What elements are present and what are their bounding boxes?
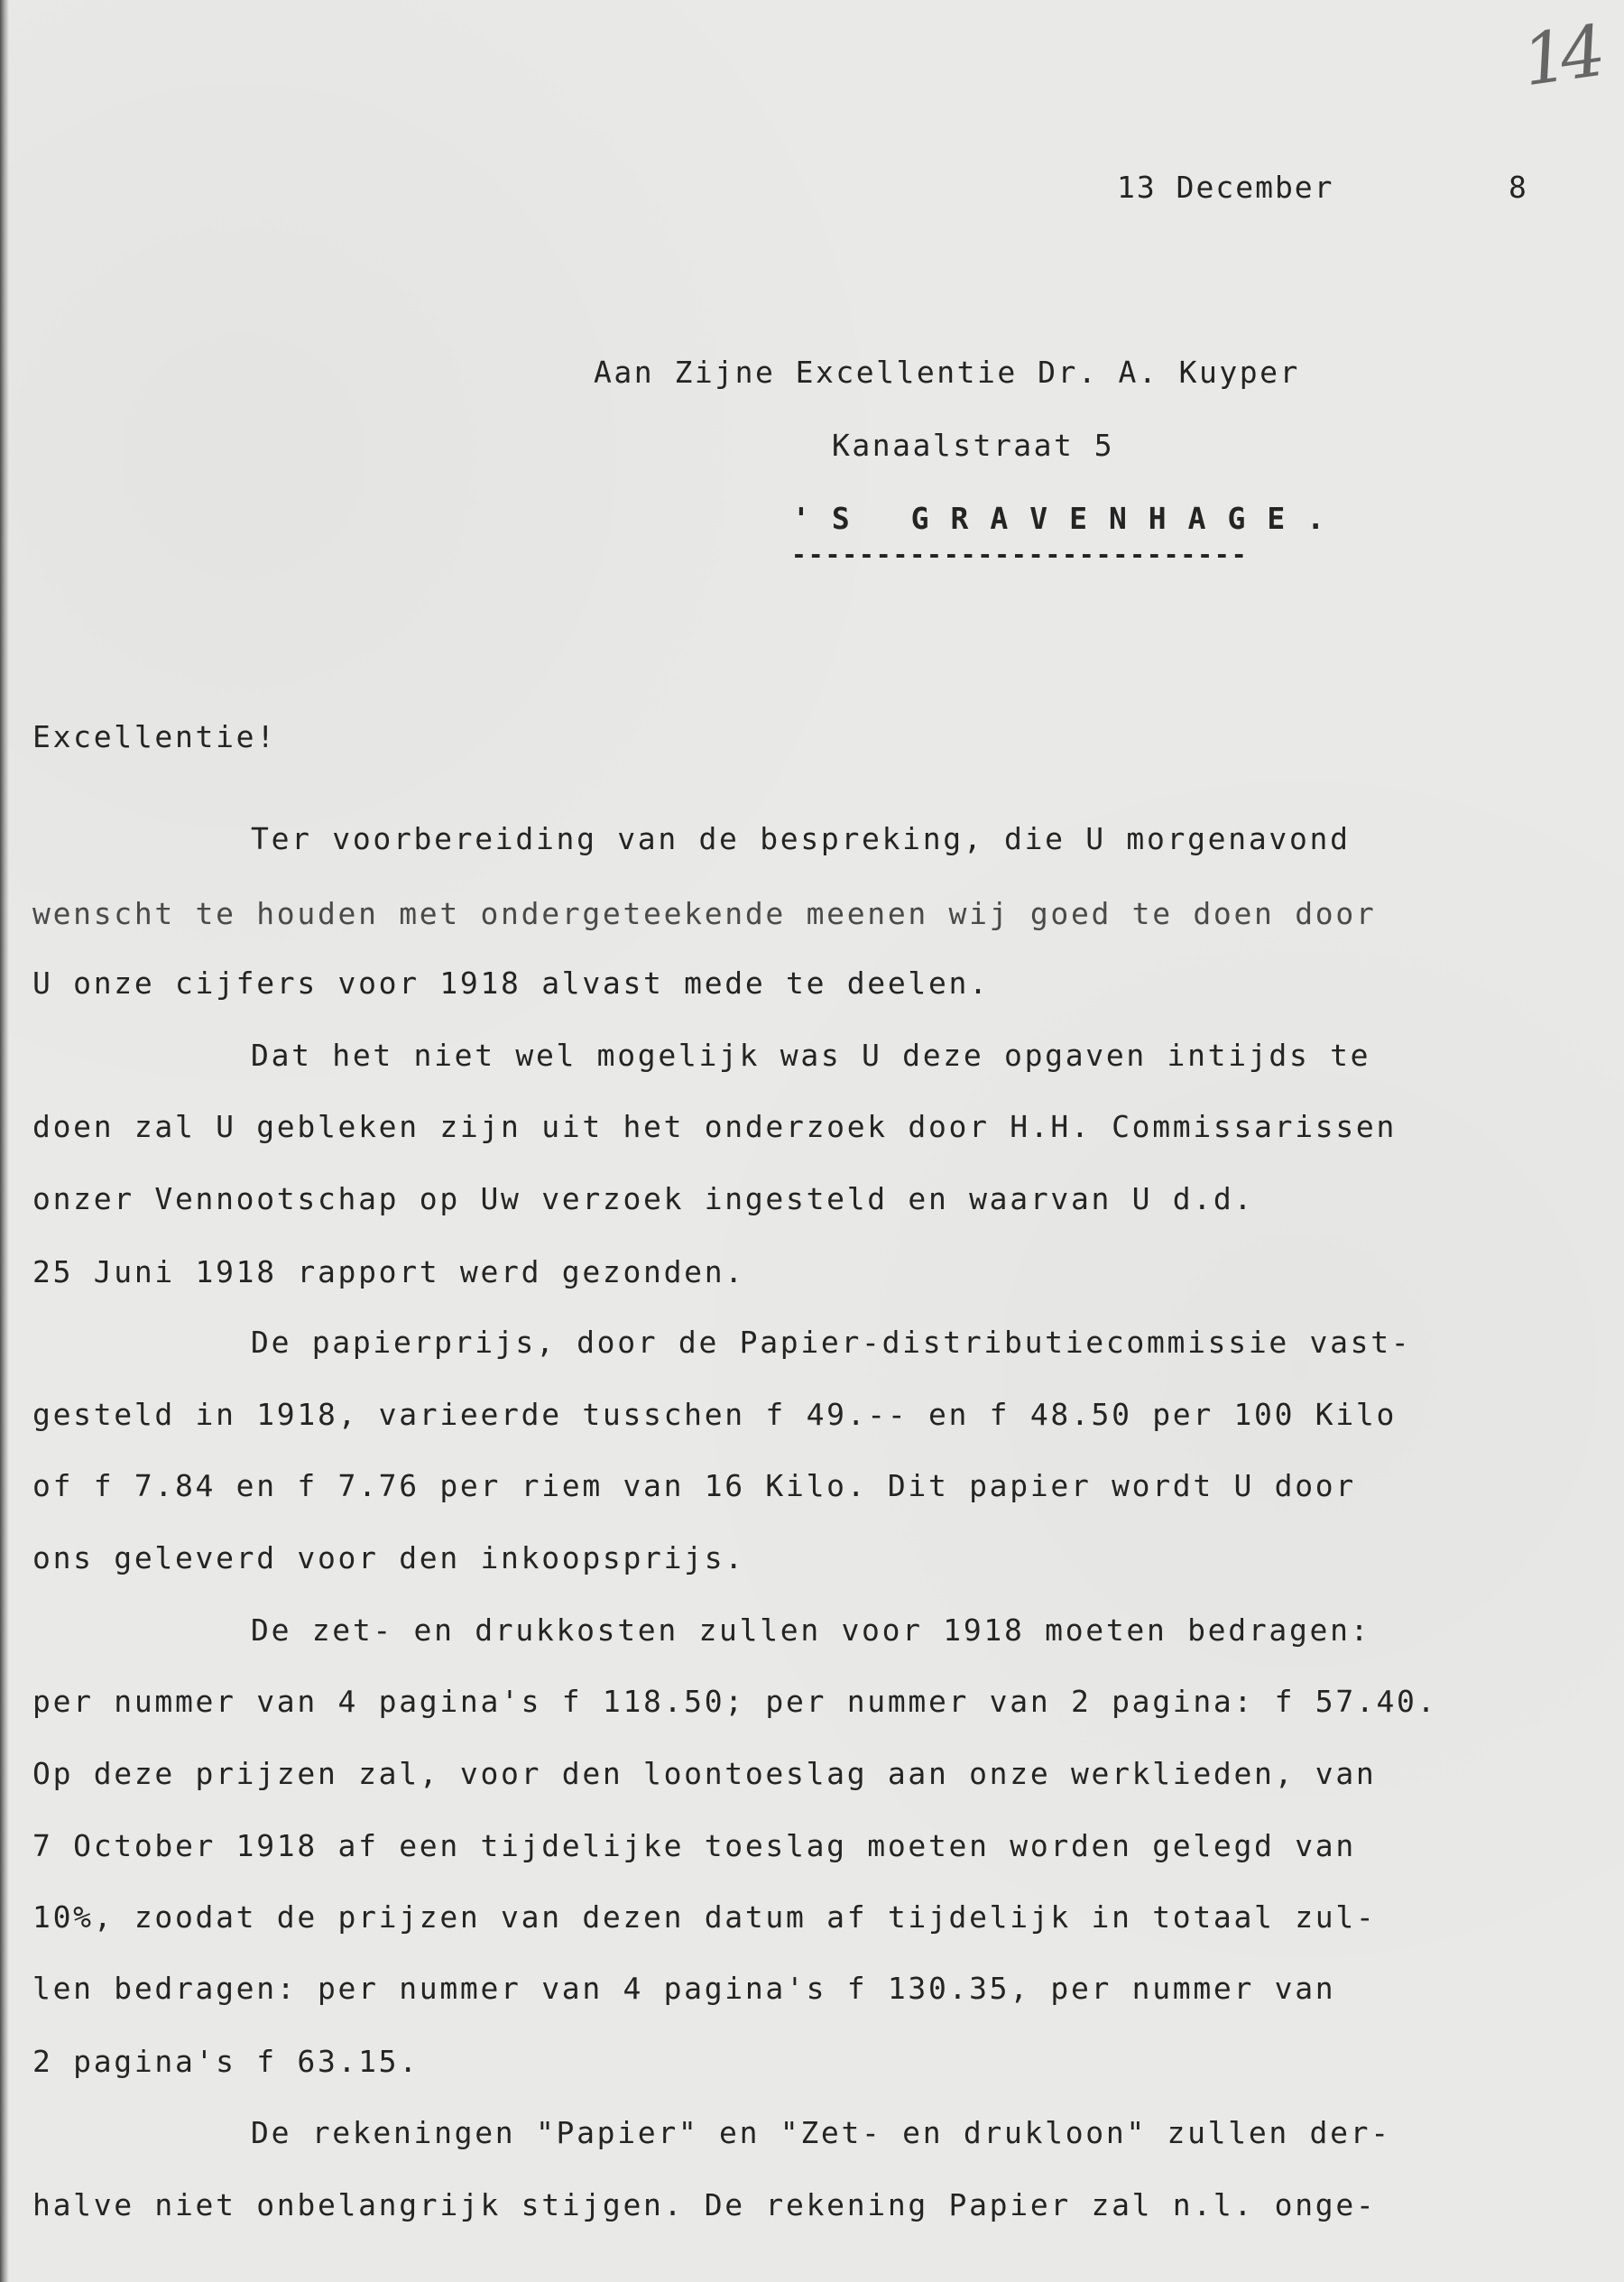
- body-line: halve niet onbelangrijk stijgen. De rekening Papier zal n.l. onge-: [32, 2187, 1377, 2222]
- body-line: Op deze prijzen zal, voor den loontoeslag aan onze werklieden, van: [32, 1756, 1377, 1791]
- body-line: ons geleverd voor den inkoopsprijs.: [32, 1540, 745, 1575]
- body-line: onzer Vennootschap op Uw verzoek ingesteld en waarvan U d.d.: [32, 1181, 1255, 1216]
- body-line: De papierprijs, door de Papier-distributiecommissie vast-: [251, 1325, 1412, 1360]
- body-line: Ter voorbereiding van de bespreking, die U morgenavond: [251, 821, 1351, 856]
- body-line: doen zal U gebleken zijn uit het onderzoek door H.H. Commissarissen: [32, 1109, 1398, 1144]
- body-line: U onze cijfers voor 1918 alvast mede te deelen.: [32, 965, 990, 1001]
- body-line: len bedragen: per nummer van 4 pagina's f 130.35, per nummer van: [32, 1971, 1336, 2006]
- body-line: per nummer van 4 pagina's f 118.50; per nummer van 2 pagina: f 57.40.: [32, 1684, 1438, 1719]
- salutation: Excellentie!: [32, 719, 277, 754]
- recipient-line-1: Aan Zijne Excellentie Dr. A. Kuyper: [594, 355, 1300, 390]
- typed-page-number: 8: [1509, 170, 1529, 205]
- recipient-line-2: Kanaalstraat 5: [832, 428, 1115, 463]
- body-line: 10%, zoodat de prijzen van dezen datum af tijdelijk in totaal zul-: [32, 1899, 1377, 1935]
- body-line: wenscht te houden met ondergeteekende meenen wij goed te doen door: [32, 896, 1377, 931]
- body-line: gesteld in 1918, varieerde tusschen f 49.-- en f 48.50 per 100 Kilo: [32, 1397, 1398, 1432]
- handwritten-page-number: 14: [1518, 11, 1604, 103]
- body-line: of f 7.84 en f 7.76 per riem van 16 Kilo. Dit papier wordt U door: [32, 1468, 1356, 1503]
- body-line: 7 October 1918 af een tijdelijke toeslag moeten worden gelegd van: [32, 1828, 1356, 1863]
- body-line: De rekeningen "Papier" en "Zet- en drukloon" zullen der-: [251, 2115, 1391, 2150]
- letter-date: 13 December: [1117, 170, 1334, 205]
- body-line: De zet- en drukkosten zullen voor 1918 moeten bedragen:: [251, 1612, 1371, 1648]
- body-line: 25 Juni 1918 rapport werd gezonden.: [32, 1254, 745, 1289]
- body-line: 2 pagina's f 63.15.: [32, 2044, 420, 2079]
- body-line: Dat het niet wel mogelijk was U deze opgaven intijds te: [251, 1038, 1371, 1073]
- scan-edge-shadow: [0, 0, 9, 2282]
- recipient-underline: ---------------------------: [791, 540, 1249, 569]
- recipient-city: 'S GRAVENHAGE.: [792, 501, 1347, 536]
